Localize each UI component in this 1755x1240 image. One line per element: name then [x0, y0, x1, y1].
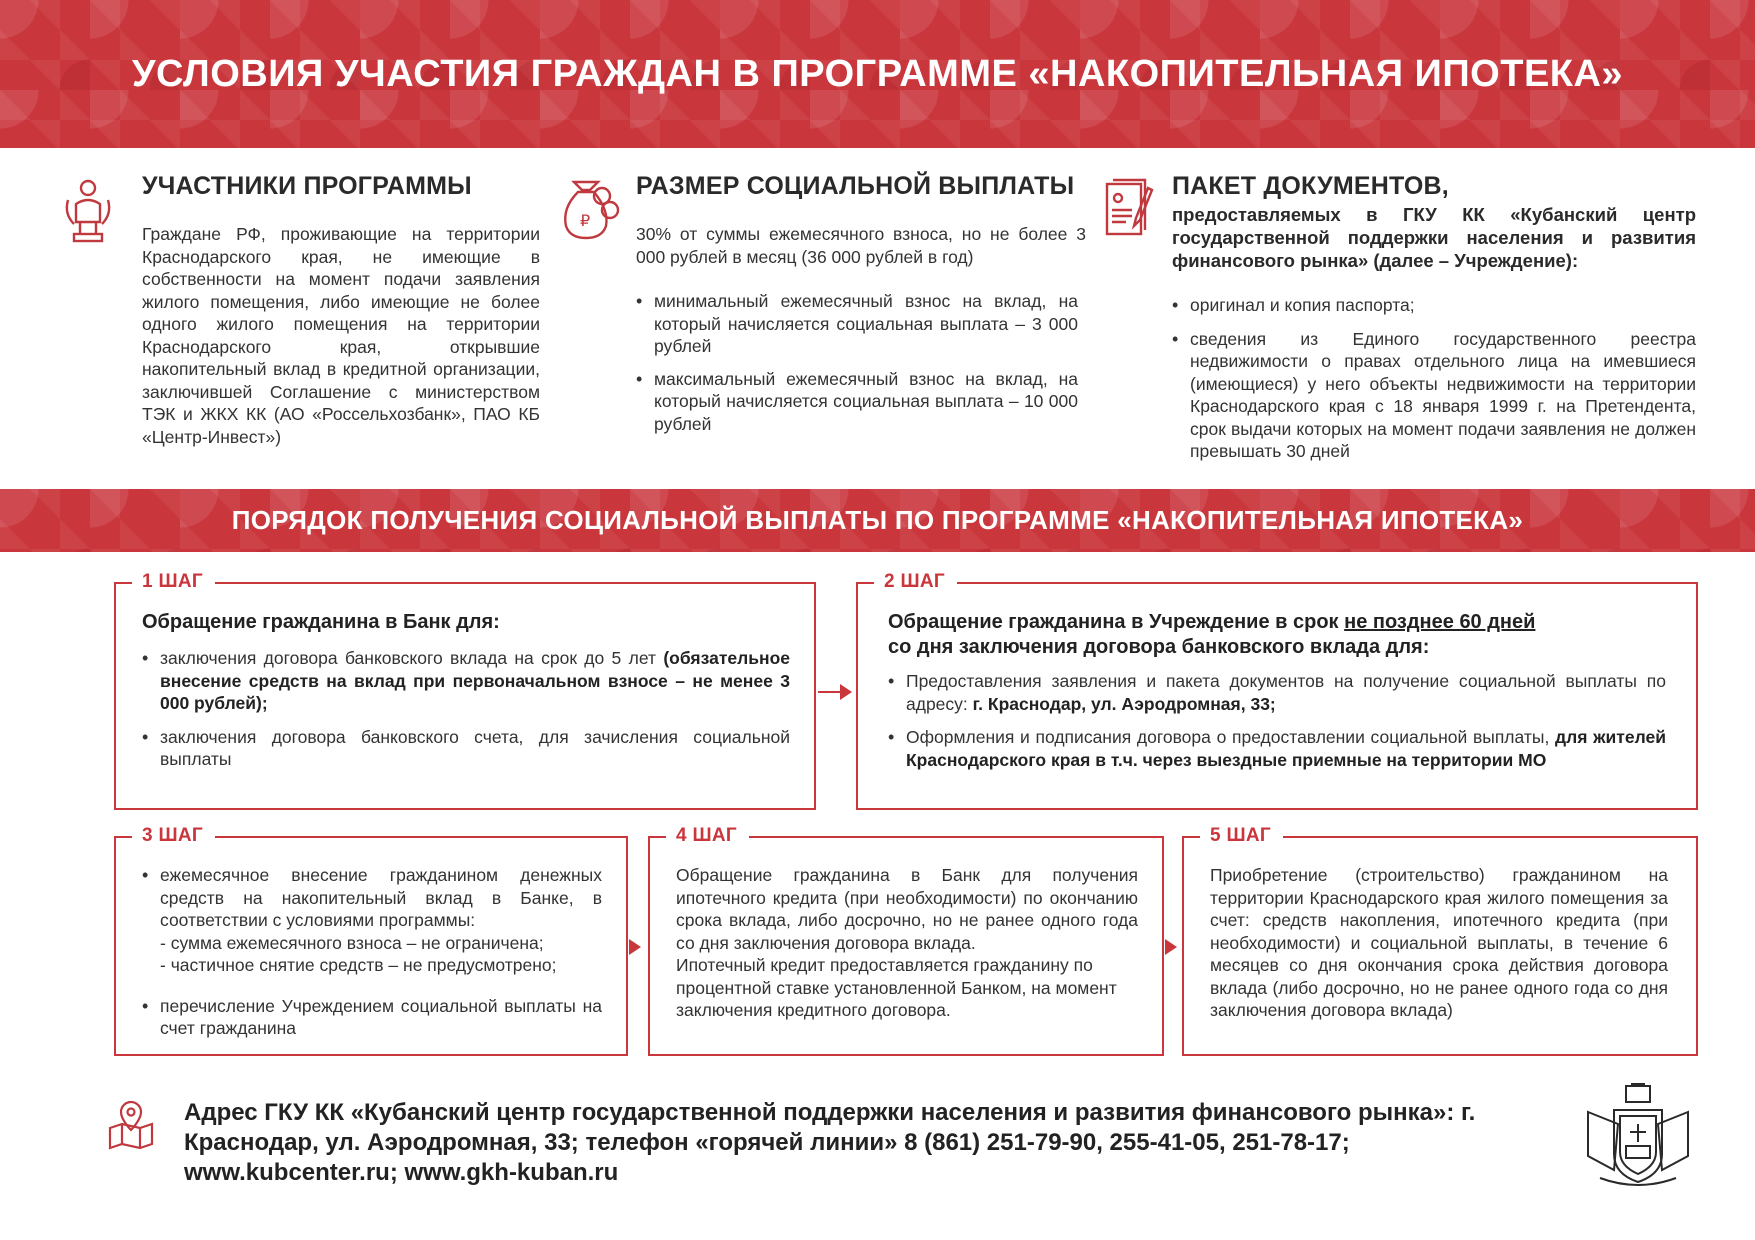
participants-section: [142, 172, 540, 448]
step-4-text-2: Ипотечный кредит предоставляется гражданину по процентной ставке установленной Банком, на момент заключения кредитного договора.: [676, 955, 1117, 1020]
step-3-list: [142, 864, 602, 1040]
payment-text: 30% от суммы ежемесячного взноса, но не более 3 000 рублей в месяц (36 000 рублей в год): [636, 224, 1086, 267]
list-item: • Предоставления заявления и пакета документов на получение социальной выплаты по адресу: г. Краснодар, ул. Аэродромная, 33;: [888, 670, 1666, 715]
step-1-list: [142, 647, 790, 771]
step-2-list: [888, 670, 1666, 771]
step-5-box: [1182, 825, 1698, 1056]
list-item: • оригинал и копия паспорта;: [1172, 294, 1696, 317]
step-2-title: Обращение гражданина в Учреждение в срок не позднее 60 дней со дня заключения договора банковского вклада для:: [888, 611, 1536, 658]
step-4-box: [648, 825, 1164, 1056]
footer-address: Адрес ГКУ КК «Кубанский центр государственной поддержки населения и развития финансового рынка»: г. Краснодар, ул. Аэродромная, 33; телефон «горячей линии» 8 (861) 251-79-90, 255-41-05, 251-78-17; www.kubcenter.ru; www.gkh-kuban.ru: [184, 1099, 1476, 1186]
list-item: • Оформления и подписания договора о предоставлении социальной выплаты, для жителей Краснодарского края в т.ч. через выездные приемные на территории МО: [888, 726, 1666, 771]
svg-text:₽: ₽: [580, 211, 591, 230]
documents-section: [1172, 172, 1696, 463]
step-1-label: 1 ШАГ: [132, 570, 215, 594]
step-4-label: 4 ШАГ: [666, 824, 749, 848]
list-item: • максимальный ежемесячный взнос на вклад, на который начисляется социальная выплата – 10 000 рублей: [636, 368, 1078, 436]
documents-list: [1172, 294, 1696, 463]
arrow-right-icon: [840, 684, 852, 700]
step-5-text: Приобретение (строительство) гражданином на территории Краснодарского края жилого помещения за счет: средств накопления, ипотечного кредита (при необходимости) и социальной выплаты, в течение 6 месяцев со дня окончания срока действия договора вклада (либо досрочно, но не ранее одного года со дня заключения договора вклада): [1210, 865, 1668, 1020]
step-4-text-1: Обращение гражданина в Банк для получения ипотечного кредита (при необходимости) по окончанию срока вклада, либо досрочно, но не ранее одного года со дня заключения договора вклада.: [676, 865, 1138, 953]
map-pin-icon: [106, 1098, 156, 1155]
payment-title: РАЗМЕР СОЦИАЛЬНОЙ ВЫПЛАТЫ: [636, 172, 1075, 200]
coat-of-arms-icon: [1580, 1082, 1696, 1197]
step-3-box: [114, 825, 628, 1056]
list-item: • перечисление Учреждением социальной выплаты на счет гражданина: [142, 995, 602, 1040]
procedure-banner: [0, 489, 1755, 552]
step-5-label: 5 ШАГ: [1200, 824, 1283, 848]
money-bag-icon: [560, 176, 620, 247]
person-award-icon: [62, 176, 114, 249]
arrow-right-icon: [1165, 939, 1177, 955]
documents-subtitle: предоставляемых в ГКУ КК «Кубанский центр государственной поддержки населения и развития финансового рынка» (далее – Учреждение):: [1172, 204, 1696, 271]
payment-section: [636, 172, 1086, 435]
procedure-title: ПОРЯДОК ПОЛУЧЕНИЯ СОЦИАЛЬНОЙ ВЫПЛАТЫ ПО ПРОГРАММЕ «НАКОПИТЕЛЬНАЯ ИПОТЕКА»: [231, 505, 1524, 535]
step-1-title: Обращение гражданина в Банк для:: [142, 611, 500, 633]
list-item: • ежемесячное внесение гражданином денежных средств на накопительный вклад в Банке, в соответствии с условиями программы: - сумма ежемесячного взноса – не ограничена; - частичное снятие средств – не предусмотрено;: [142, 864, 602, 977]
step-2-box: [856, 571, 1698, 810]
step-1-box: [114, 571, 816, 810]
arrow-right-icon: [629, 939, 641, 955]
page-title: УСЛОВИЯ УЧАСТИЯ ГРАЖДАН В ПРОГРАММЕ «НАКОПИТЕЛЬНАЯ ИПОТЕКА»: [131, 52, 1624, 95]
participants-text: Граждане РФ, проживающие на территории Краснодарского края, не имеющие в собственности на момент подачи заявления жилого помещения, либо имеющие не более одного жилого помещения на территории Краснодарского края, открывшие накопительный вклад в кредитной организации, заключившей Соглашение с министерством ТЭК и ЖКХ КК (АО «Россельхозбанк», ПАО КБ «Центр-Инвест»): [142, 224, 540, 447]
documents-title: ПАКЕТ ДОКУМЕНТОВ,: [1172, 172, 1449, 200]
header-banner: [0, 0, 1755, 148]
document-pen-icon: [1104, 178, 1154, 245]
payment-list: [636, 290, 1086, 435]
participants-title: УЧАСТНИКИ ПРОГРАММЫ: [142, 172, 472, 200]
step-3-label: 3 ШАГ: [132, 824, 215, 848]
list-item: • заключения договора банковского вклада на срок до 5 лет (обязательное внесение средств на вклад при первоначальном взносе – не менее 3 000 рублей);: [142, 647, 790, 715]
step-2-label: 2 ШАГ: [874, 570, 957, 594]
list-item: • сведения из Единого государственного реестра недвижимости о правах отдельного лица на имевшиеся (имеющиеся) у него объекты недвижимости на территории Краснодарского края с 18 января 1999 г. на Претендента, срок выдачи которых на момент подачи заявления не должен превышать 30 дней: [1172, 328, 1696, 463]
list-item: • минимальный ежемесячный взнос на вклад, на который начисляется социальная выплата – 3 000 рублей: [636, 290, 1078, 358]
list-item: • заключения договора банковского счета, для зачисления социальной выплаты: [142, 726, 790, 771]
